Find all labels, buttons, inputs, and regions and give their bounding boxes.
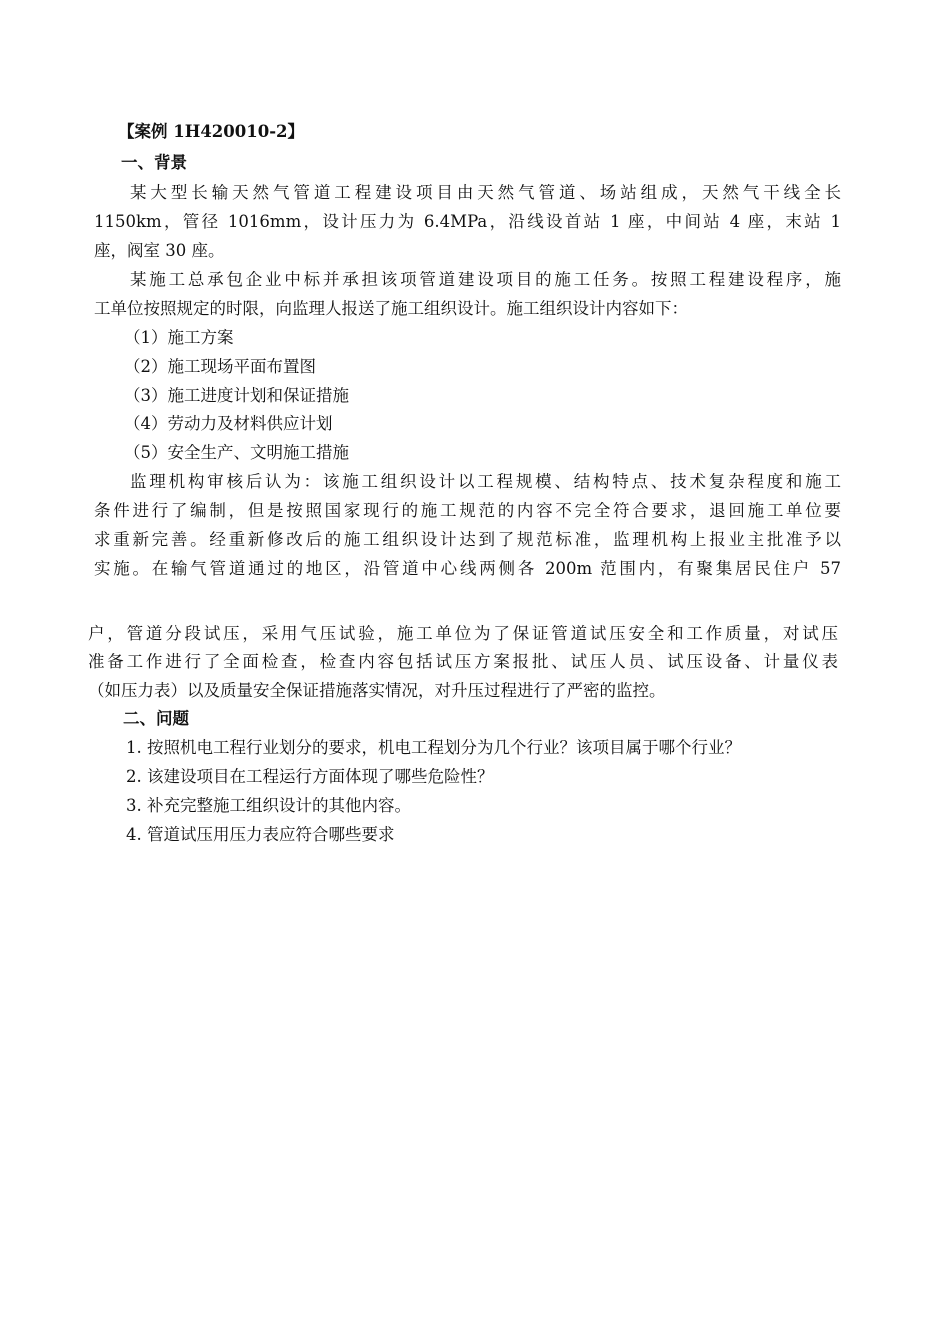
background-p4-line-1: 户，管道分段试压，采用气压试验，施工单位为了保证管道试压安全和工作质量，对试压 (88, 624, 838, 643)
background-p3-line-2: 条件进行了编制，但是按照国家现行的施工规范的内容不完全符合要求，退回施工单位要 (94, 501, 841, 520)
org-design-item-3: （3）施工进度计划和保证措施 (124, 386, 349, 405)
section-heading-background: 一、背景 (121, 153, 187, 172)
background-p4-line-2: 准备工作进行了全面检查，检查内容包括试压方案报批、试压人员、试压设备、计量仪表 (88, 652, 838, 671)
background-p3-line-4: 实施。在输气管道通过的地区，沿管道中心线两侧各 200m 范围内，有聚集居民住户 57 (94, 559, 841, 578)
case-title: 【案例 1H420010-2】 (118, 122, 305, 141)
question-3: 3. 补充完整施工组织设计的其他内容。 (126, 796, 411, 815)
question-1: 1. 按照机电工程行业划分的要求，机电工程划分为几个行业？该项目属于哪个行业？ (126, 738, 741, 757)
question-2: 2. 该建设项目在工程运行方面体现了哪些危险性？ (126, 767, 494, 786)
background-p3-line-1: 监理机构审核后认为：该施工组织设计以工程规模、结构特点、技术复杂程度和施工 (130, 472, 841, 491)
org-design-item-5: （5）安全生产、文明施工措施 (124, 443, 349, 462)
org-design-item-4: （4）劳动力及材料供应计划 (124, 414, 333, 433)
org-design-item-2: （2）施工现场平面布置图 (124, 357, 316, 376)
org-design-item-1: （1）施工方案 (124, 328, 234, 347)
background-p2-line-2: 工单位按照规定的时限，向监理人报送了施工组织设计。施工组织设计内容如下： (94, 299, 688, 318)
background-p1-line-3: 座，阀室 30 座。 (94, 241, 225, 260)
background-p3-line-3: 求重新完善。经重新修改后的施工组织设计达到了规范标准，监理机构上报业主批准予以 (94, 530, 841, 549)
background-p1-line-2: 1150km，管径 1016mm，设计压力为 6.4MPa，沿线设首站 1 座，中间站 4 座，末站 1 (94, 212, 841, 231)
section-heading-questions: 二、问题 (123, 709, 189, 728)
background-p2-line-1: 某施工总承包企业中标并承担该项管道建设项目的施工任务。按照工程建设程序，施 (130, 270, 841, 289)
background-p1-line-1: 某大型长输天然气管道工程建设项目由天然气管道、场站组成，天然气干线全长 (130, 183, 841, 202)
question-4: 4. 管道试压用压力表应符合哪些要求 (126, 825, 395, 844)
background-p4-line-3: （如压力表）以及质量安全保证措施落实情况，对升压过程进行了严密的监控。 (88, 681, 666, 700)
